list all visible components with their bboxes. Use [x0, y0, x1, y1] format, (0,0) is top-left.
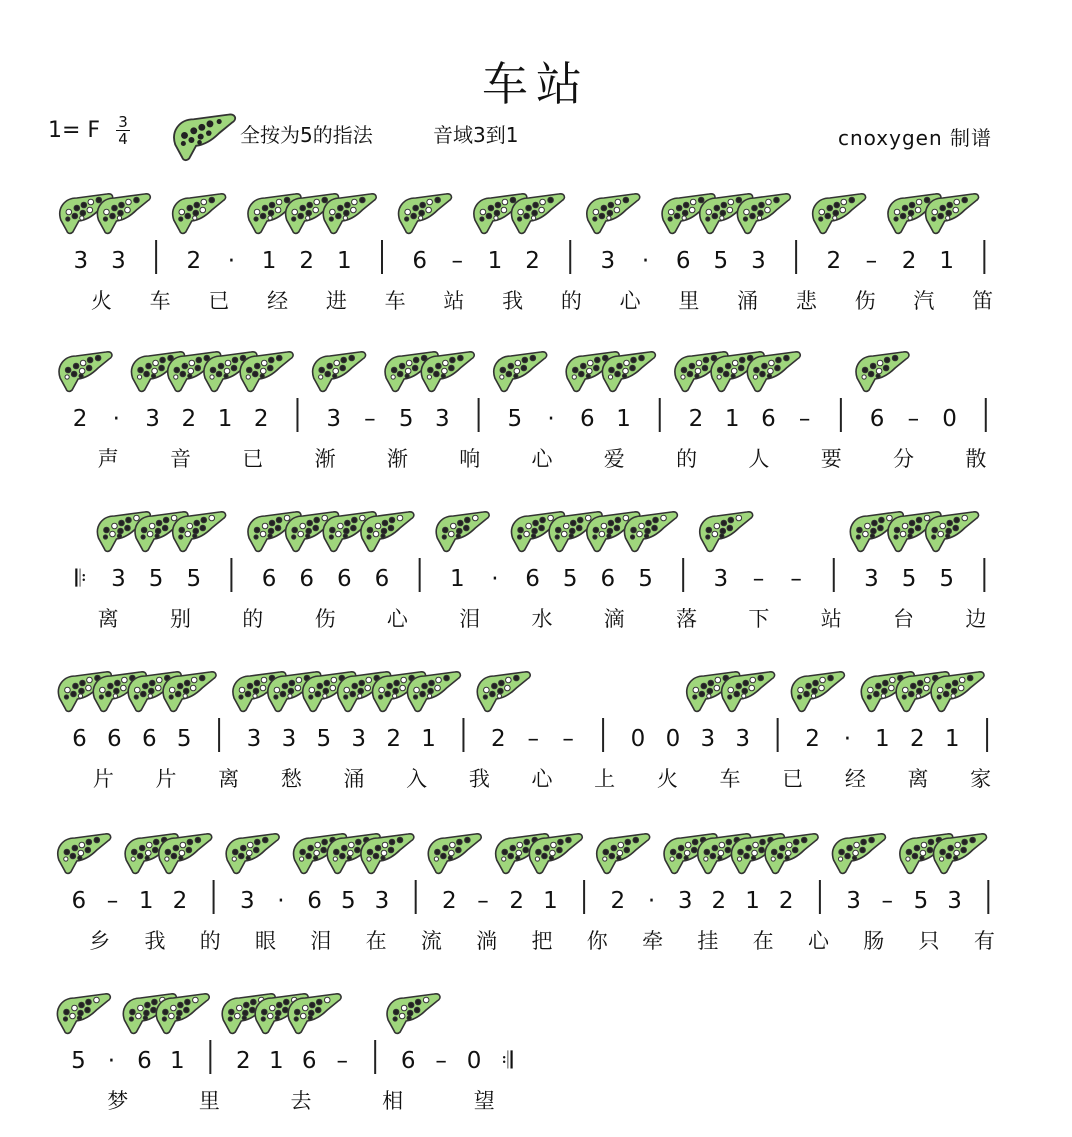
- ocarina-fingering-icon: [700, 512, 753, 552]
- lyric-char: 你: [586, 929, 608, 953]
- note: 2: [688, 406, 704, 432]
- ocarina-fingering-icon: [477, 672, 530, 712]
- note: 5: [316, 726, 332, 752]
- note: 1: [170, 1048, 185, 1074]
- note-symbol: –: [451, 248, 464, 274]
- lyric-char: 经: [267, 289, 289, 313]
- note-symbol: –: [865, 248, 878, 274]
- note: 2: [442, 888, 457, 914]
- song-title: 车站: [482, 57, 590, 111]
- note: 1: [337, 248, 352, 274]
- lyric-char: 里: [198, 1089, 220, 1113]
- lyric-char: 望: [473, 1089, 495, 1113]
- note: 5: [713, 248, 729, 274]
- lyric-char: 流: [420, 929, 442, 953]
- lyric-char: 去: [290, 1089, 312, 1113]
- note: 5: [340, 888, 356, 914]
- note: 6: [72, 726, 87, 752]
- note-symbol: ·: [547, 406, 555, 432]
- ocarina-fingering-icon: [387, 994, 440, 1034]
- note: 2: [253, 406, 269, 432]
- note: 3: [73, 248, 89, 274]
- note-symbol: –: [790, 566, 802, 592]
- note: 3: [111, 248, 126, 274]
- note: 1: [138, 888, 154, 914]
- lyric-char: 分: [893, 447, 915, 471]
- lyric-char: 涌: [343, 767, 365, 791]
- note: 1: [875, 726, 890, 752]
- lyric-char: 滴: [603, 607, 625, 631]
- ocarina-fingering-icon: [408, 672, 461, 712]
- note: 3: [713, 566, 729, 592]
- lyric-char: 淌: [476, 929, 498, 953]
- lyric-char: 经: [844, 767, 866, 791]
- lyric-char: 的: [560, 289, 582, 313]
- ocarina-fingering-icon: [59, 352, 112, 392]
- note-symbol: 0: [942, 406, 957, 432]
- note: 5: [901, 566, 917, 592]
- ocarina-fingering-icon: [737, 194, 790, 234]
- ocarina-fingering-icon: [926, 512, 979, 552]
- ocarina-fingering-icon: [399, 194, 452, 234]
- note: 6: [761, 406, 776, 432]
- note: 3: [246, 726, 262, 752]
- lyric-char: 心: [386, 607, 408, 631]
- key-signature: 1= F: [48, 118, 101, 143]
- note: 2: [386, 726, 401, 752]
- lyric-char: 笛: [972, 289, 994, 313]
- arranger-credit: cnoxygen 制谱: [838, 126, 992, 150]
- ocarina-fingering-icon: [529, 834, 582, 874]
- note: 3: [735, 726, 751, 752]
- ocarina-fingering-icon: [240, 352, 293, 392]
- ocarina-fingering-icon: [624, 512, 677, 552]
- note: 6: [261, 566, 277, 592]
- ocarina-fingering-icon: [156, 994, 209, 1034]
- note-symbol: ·: [491, 566, 499, 592]
- note: 3: [374, 888, 390, 914]
- note: 5: [176, 726, 192, 752]
- lyric-char: 里: [678, 289, 700, 313]
- note: 1: [944, 726, 960, 752]
- lyric-char: 心: [531, 447, 553, 471]
- note: 2: [509, 888, 525, 914]
- ocarina-fingering-icon: [934, 834, 987, 874]
- note: 6: [579, 406, 595, 432]
- ocarina-fingering-icon: [57, 994, 110, 1034]
- lyric-char: 只: [918, 929, 940, 953]
- lyric-char: 家: [970, 767, 992, 791]
- note: 5: [398, 406, 414, 432]
- note-symbol: –: [798, 406, 811, 432]
- note: 5: [913, 888, 929, 914]
- lyric-char: 车: [384, 289, 406, 313]
- note: 1: [745, 888, 760, 914]
- ocarina-fingering-icon: [421, 352, 474, 392]
- note: 2: [805, 726, 820, 752]
- note: 2: [172, 888, 188, 914]
- lyric-char: 进: [325, 289, 347, 313]
- note: 3: [751, 248, 766, 274]
- lyric-char: 散: [965, 447, 987, 471]
- ocarina-fingering-icon: [587, 194, 640, 234]
- note: 2: [826, 248, 842, 274]
- ocarina-fingering-icon: [361, 834, 414, 874]
- note: 2: [778, 888, 794, 914]
- note: 1: [487, 248, 503, 274]
- ocarina-fingering-icon: [163, 672, 216, 712]
- note-symbol: ·: [641, 248, 650, 274]
- note: 6: [869, 406, 885, 432]
- lyric-char: 的: [676, 447, 698, 471]
- note: 6: [71, 888, 87, 914]
- note: 6: [137, 1048, 152, 1074]
- note: 2: [491, 726, 506, 752]
- note: 5: [186, 566, 202, 592]
- lyric-char: 已: [782, 767, 804, 791]
- lyric-char: 的: [199, 929, 221, 953]
- note-symbol: 0: [466, 1048, 482, 1074]
- note: 5: [638, 566, 653, 592]
- note: 3: [281, 726, 297, 752]
- lyric-char: 水: [531, 607, 553, 631]
- lyric-char: 片: [92, 767, 114, 791]
- note: 2: [901, 248, 917, 274]
- note: 5: [507, 406, 523, 432]
- note: 2: [711, 888, 727, 914]
- lyric-char: 音: [169, 447, 191, 471]
- ocarina-fingering-icon: [313, 352, 366, 392]
- note: 3: [600, 248, 616, 274]
- lyric-char: 车: [149, 289, 171, 313]
- note: 1: [449, 566, 465, 592]
- note: 3: [145, 406, 160, 432]
- note: 3: [435, 406, 450, 432]
- ocarina-fingering-icon: [159, 834, 212, 874]
- lyric-char: 肠: [863, 929, 885, 953]
- note-symbol: ·: [843, 726, 852, 752]
- note: 6: [525, 566, 540, 592]
- lyric-char: 心: [531, 767, 553, 791]
- note: 6: [307, 888, 322, 914]
- lyric-char: 挂: [697, 929, 719, 953]
- lyric-char: 下: [748, 607, 770, 631]
- note: 2: [525, 248, 540, 274]
- lyric-char: 爱: [603, 447, 625, 471]
- lyric-char: 心: [807, 929, 829, 953]
- note: 2: [72, 406, 88, 432]
- lyric-char: 泪: [310, 929, 332, 953]
- lyric-char: 在: [365, 929, 387, 953]
- lyric-char: 泪: [459, 607, 481, 631]
- ocarina-fingering-icon: [436, 512, 489, 552]
- note-symbol: –: [435, 1048, 447, 1074]
- ocarina-fingering-icon: [512, 194, 565, 234]
- lyric-char: 在: [752, 929, 774, 953]
- note-symbol: –: [881, 888, 894, 914]
- note: 2: [299, 248, 315, 274]
- note: 2: [186, 248, 202, 274]
- note: 6: [600, 566, 616, 592]
- note: 1: [217, 406, 233, 432]
- note-symbol: –: [907, 406, 920, 432]
- ocarina-fingering-icon: [58, 834, 111, 874]
- note: 1: [261, 248, 277, 274]
- ocarina-fingering-icon: [428, 834, 481, 874]
- note: 3: [947, 888, 962, 914]
- lyric-char: 台: [893, 607, 915, 631]
- note: 6: [337, 566, 352, 592]
- note-symbol: ·: [647, 888, 656, 914]
- ocarina-fingering-icon: [494, 352, 547, 392]
- ocarina-fingering-icon: [323, 194, 376, 234]
- note-symbol: –: [562, 726, 574, 752]
- lyric-char: 站: [443, 289, 465, 313]
- fingering-note: 全按为5的指法: [240, 123, 373, 147]
- ocarina-fingering-icon: [173, 512, 226, 552]
- lyric-char: 把: [531, 929, 553, 953]
- note: 2: [909, 726, 925, 752]
- note: 6: [675, 248, 691, 274]
- lyric-char: 边: [965, 607, 987, 631]
- lyric-char: 相: [382, 1089, 404, 1113]
- note: 6: [301, 1048, 317, 1074]
- note: 3: [700, 726, 716, 752]
- note: 1: [421, 726, 436, 752]
- lyric-char: 牵: [642, 929, 664, 953]
- lyric-char: 落: [676, 607, 698, 631]
- note: 6: [299, 566, 315, 592]
- lyric-char: 汽: [913, 289, 935, 313]
- note-symbol: 0: [630, 726, 646, 752]
- note: 6: [107, 726, 122, 752]
- lyric-char: 车: [719, 767, 741, 791]
- note: 1: [616, 406, 631, 432]
- note: 6: [400, 1048, 416, 1074]
- lyric-char: 涌: [737, 289, 759, 313]
- note: 3: [111, 566, 126, 592]
- lyric-char: 火: [656, 767, 678, 791]
- lyric-char: 片: [155, 767, 177, 791]
- note-symbol: 𝄇: [501, 1048, 513, 1074]
- lyric-char: 离: [907, 767, 929, 791]
- note: 5: [148, 566, 164, 592]
- lyric-char: 渐: [314, 447, 336, 471]
- ocarina-fingering-icon: [597, 834, 650, 874]
- lyric-char: 站: [820, 607, 842, 631]
- lyric-char: 入: [406, 767, 428, 791]
- note-symbol: ·: [227, 248, 236, 274]
- note: 2: [235, 1048, 251, 1074]
- note-symbol: –: [364, 406, 376, 432]
- note: 6: [141, 726, 157, 752]
- lyric-char: 乡: [89, 929, 111, 953]
- note: 1: [939, 248, 955, 274]
- range-note: 音域3到1: [433, 123, 519, 147]
- note: 5: [939, 566, 955, 592]
- note-symbol: –: [106, 888, 119, 914]
- note: 1: [724, 406, 740, 432]
- lyric-char: 上: [594, 767, 616, 791]
- note: 1: [268, 1048, 284, 1074]
- note: 3: [239, 888, 255, 914]
- lyric-char: 离: [97, 607, 119, 631]
- note: 2: [610, 888, 626, 914]
- lyric-char: 眼: [255, 929, 277, 953]
- ocarina-fingering-icon: [856, 352, 909, 392]
- note: 3: [864, 566, 879, 592]
- lyric-char: 渐: [386, 447, 408, 471]
- note: 2: [181, 406, 197, 432]
- ocarina-fingering-icon: [602, 352, 655, 392]
- lyric-char: 响: [459, 447, 481, 471]
- note-symbol: 0: [665, 726, 681, 752]
- lyric-char: 我: [468, 767, 490, 791]
- note-symbol: –: [477, 888, 489, 914]
- note: 3: [846, 888, 861, 914]
- lyric-char: 愁: [280, 767, 302, 791]
- time-signature-bottom: 4: [116, 130, 130, 147]
- note-symbol: –: [527, 726, 540, 752]
- lyric-char: 我: [144, 929, 166, 953]
- lyric-char: 已: [242, 447, 264, 471]
- note-symbol: –: [752, 566, 765, 592]
- ocarina-fingering-icon: [813, 194, 866, 234]
- note-symbol: ·: [107, 1048, 116, 1074]
- time-signature-top: 3: [118, 113, 128, 131]
- lyric-char: 声: [97, 447, 119, 471]
- lyric-char: 梦: [107, 1089, 129, 1113]
- lyric-char: 心: [619, 289, 641, 313]
- ocarina-fingering-icon: [765, 834, 818, 874]
- ocarina-fingering-icon: [931, 672, 984, 712]
- lyric-char: 伤: [854, 289, 876, 313]
- note: 3: [326, 406, 342, 432]
- note: 3: [677, 888, 693, 914]
- note-symbol: 𝄆: [75, 566, 87, 592]
- lyric-char: 悲: [795, 289, 817, 313]
- ocarina-fingering-icon: [173, 194, 226, 234]
- ocarina-fingering-icon: [833, 834, 886, 874]
- lyric-char: 离: [218, 767, 240, 791]
- note: 6: [412, 248, 427, 274]
- lyric-char: 火: [90, 289, 112, 313]
- lyric-char: 要: [820, 447, 842, 471]
- note-symbol: –: [336, 1048, 348, 1074]
- note: 3: [351, 726, 367, 752]
- lyric-char: 已: [208, 289, 230, 313]
- lyric-char: 的: [242, 607, 264, 631]
- ocarina-fingering-icon: [226, 834, 279, 874]
- lyric-char: 我: [502, 289, 524, 313]
- note: 1: [543, 888, 558, 914]
- lyric-char: 别: [169, 607, 191, 631]
- note: 6: [374, 566, 390, 592]
- lyric-char: 有: [973, 929, 995, 953]
- note: 5: [71, 1048, 86, 1074]
- ocarina-fingering-icon: [792, 672, 845, 712]
- note: 5: [562, 566, 578, 592]
- lyric-char: 人: [748, 447, 770, 471]
- note-symbol: ·: [277, 888, 285, 914]
- ocarina-fingering-icon: [926, 194, 979, 234]
- ocarina-fingering-icon: [722, 672, 775, 712]
- ocarina-fingering-icon: [747, 352, 800, 392]
- ocarina-fingering-icon: [97, 194, 150, 234]
- note-symbol: ·: [112, 406, 120, 432]
- lyric-char: 伤: [314, 607, 336, 631]
- ocarina-fingering-icon: [361, 512, 414, 552]
- ocarina-fingering-icon: [288, 994, 341, 1034]
